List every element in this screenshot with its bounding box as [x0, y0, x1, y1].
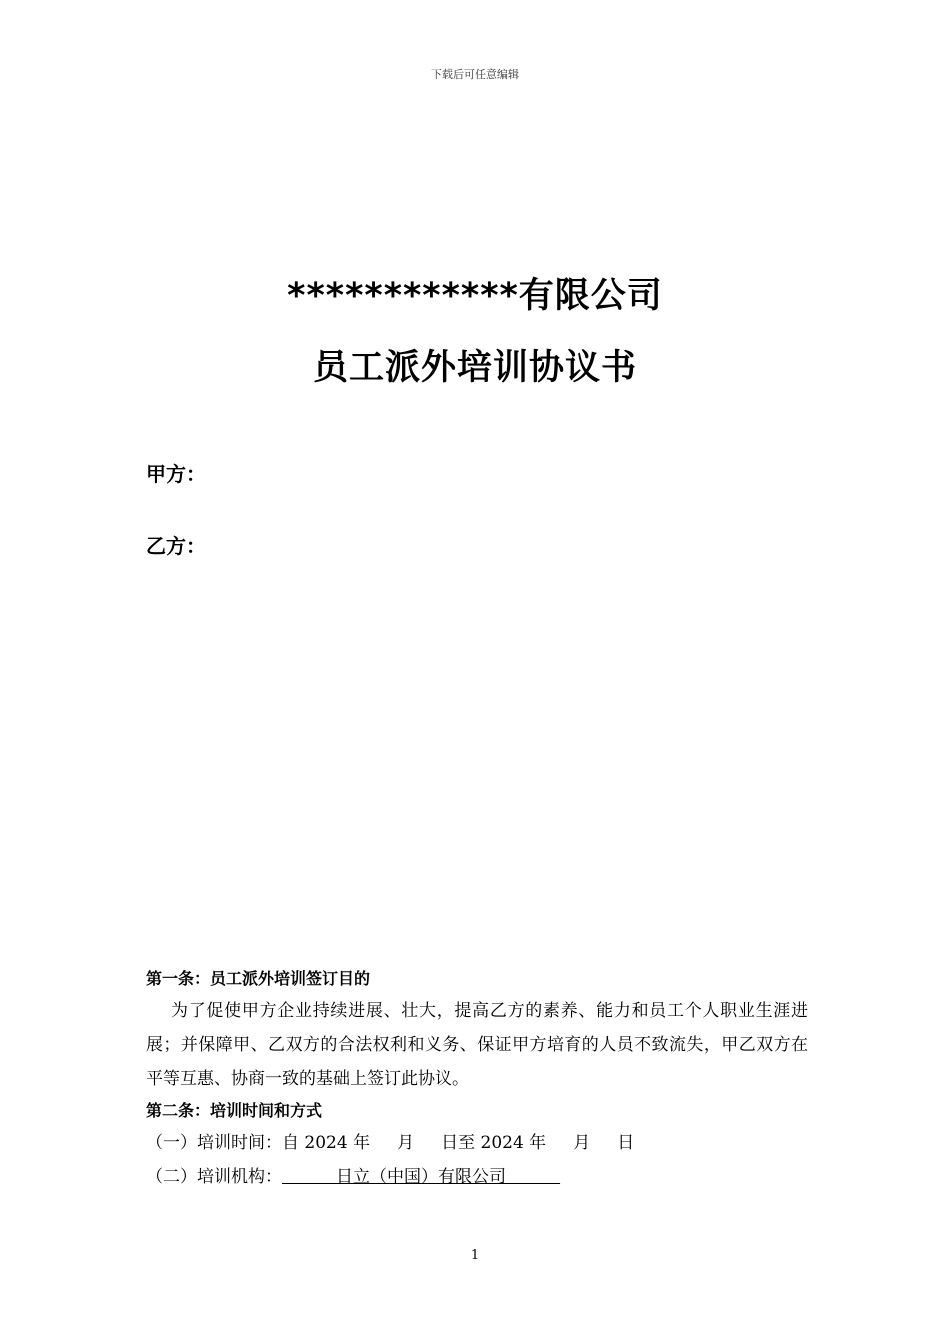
training-time-row [146, 1126, 808, 1160]
page-header: 下载后可任意编辑 [431, 68, 519, 81]
training-org-row [146, 1160, 808, 1194]
training-org-value: 日立（中国）有限公司 [282, 1167, 561, 1187]
training-time-value: 自 2024 年 月 日至 2024 年 月 日 [282, 1133, 635, 1153]
party-a-label: 甲方： [146, 462, 206, 486]
page-number: 1 [470, 1248, 480, 1263]
agreement-body [146, 964, 808, 1194]
article-1-paragraph: 为了促使甲方企业持续进展、壮大，提高乙方的素养、能力和员工个人职业生涯进展；并保障甲、乙双方的合法权利和义务、保证甲方培育的人员不致流失，甲乙双方在平等互惠、协商一致的基础上签订此协议。 [146, 1001, 808, 1089]
article-1-heading: 第一条：员工派外培训签订目的 [146, 969, 371, 988]
company-title: ************有限公司 [287, 276, 663, 316]
article-2-heading: 第二条：培训时间和方式 [146, 1101, 323, 1120]
document-title: 员工派外培训协议书 [312, 348, 637, 388]
training-time-label: （一）培训时间： [146, 1133, 282, 1153]
party-b-label: 乙方： [146, 534, 206, 558]
training-org-label: （二）培训机构： [146, 1167, 282, 1187]
